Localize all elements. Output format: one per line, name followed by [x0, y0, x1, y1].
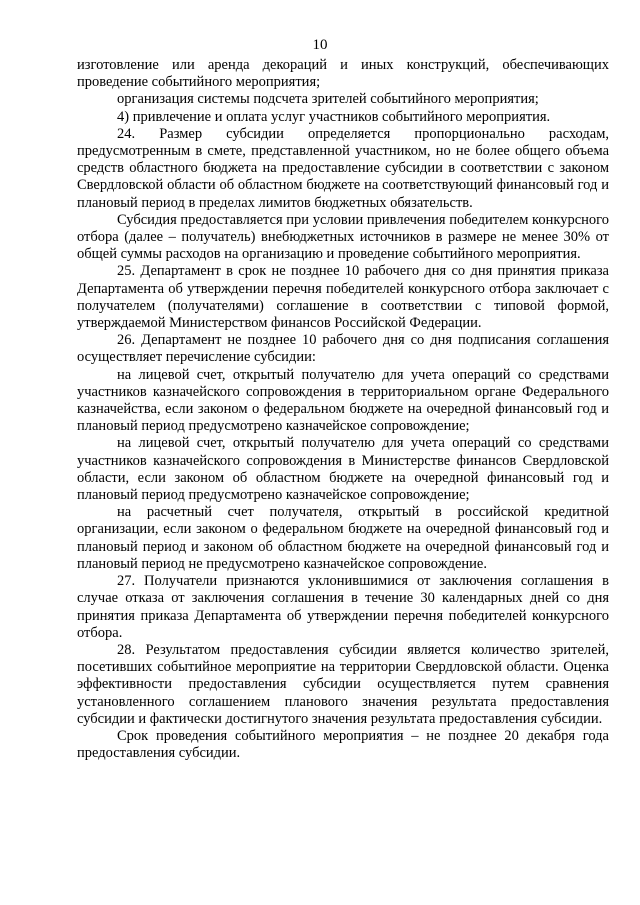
paragraph-federal-treasury-account: на лицевой счет, открытый получателю для учета операций со средствами участников казначейского сопровождения в территориальном органе Федерального казначейства, если законом о федеральном бюджете на очередной финансовый год и плановый период предусмотрено казначейское сопровождение;	[77, 366, 609, 435]
paragraph-25-agreement: 25. Департамент в срок не позднее 10 рабочего дня со дня принятия приказа Департамента об утверждении перечня победителей конкурсного отбора заключает с получателем (получателями) соглашение в соответствии с типовой формой, утверждаемой Министерством финансов Российской Федерации.	[77, 263, 609, 332]
document-body	[77, 57, 609, 762]
paragraph-participants-services: 4) привлечение и оплата услуг участников событийного мероприятия.	[117, 108, 551, 125]
paragraph-event-deadline: Срок проведения событийного мероприятия – не позднее 20 декабря года предоставления субсидии.	[77, 727, 609, 762]
paragraph-regional-finance-account: на лицевой счет, открытый получателю для учета операций со средствами участников казначейского сопровождения в Министерстве финансов Свердловской области, если законом об областном бюджете на очередной финансовый год и плановый период предусмотрено казначейское сопровождение;	[77, 435, 609, 504]
paragraph-26-transfer: 26. Департамент не позднее 10 рабочего дня со дня подписания соглашения осуществляет перечисление субсидии:	[77, 332, 609, 366]
paragraph-27-evasion: 27. Получатели признаются уклонившимися от заключения соглашения в случае отказа от заключения соглашения в течение 30 календарных дней со дня принятия приказа Департамента об утверждении перечня победителей конкурсного отбора.	[77, 573, 609, 641]
paragraph-audience-counting: организация системы подсчета зрителей событийного мероприятия;	[117, 91, 539, 108]
paragraph-28-result: 28. Результатом предоставления субсидии является количество зрителей, посетивших событийное мероприятие на территории Свердловской области. Оценка эффективности предоставления субсидии осуществляется путем сравнения установленного соглашением планового значения результата предоставления субсидии и фактически достигнутого значения результата предоставления субсидии.	[77, 641, 609, 727]
paragraph-decorations: изготовление или аренда декораций и иных конструкций, обеспечивающих проведение событийного мероприятия;	[77, 57, 609, 91]
paragraph-subsidy-condition: Субсидия предоставляется при условии привлечения победителем конкурсного отбора (далее – получатель) внебюджетных источников в размере не менее 30% от общей суммы расходов на организацию и проведение событийного мероприятия.	[77, 211, 609, 263]
page-number: 10	[312, 37, 328, 53]
paragraph-24-subsidy-size: 24. Размер субсидии определяется пропорционально расходам, предусмотренным в смете, представленной участником, но не более общего объема средств областного бюджета на предоставление субсидии в соответствии с законом Свердловской области об областном бюджете на соответствующий финансовый год и плановый период в пределах лимитов бюджетных обязательств.	[77, 125, 609, 211]
paragraph-bank-account: на расчетный счет получателя, открытый в российской кредитной организации, если законом о федеральном бюджете на очередной финансовый год и плановый период и законом об областном бюджете на очередной финансовый год и плановый период не предусмотрено казначейское сопровождение.	[77, 504, 609, 572]
